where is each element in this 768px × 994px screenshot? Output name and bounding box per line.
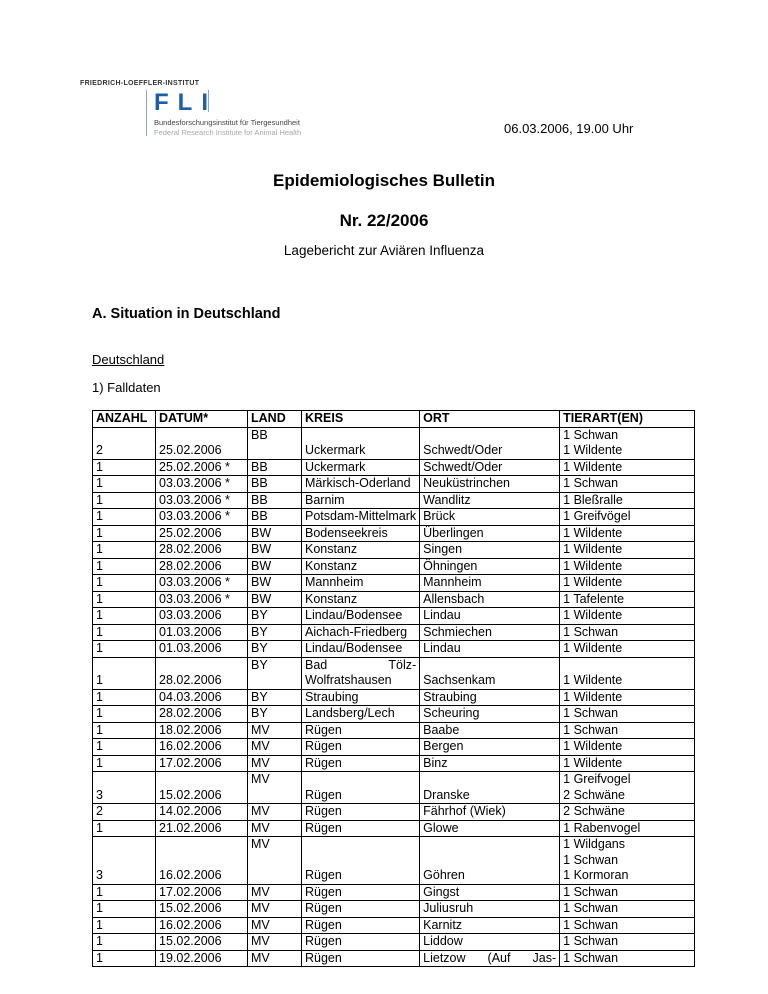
table-body	[93, 427, 695, 967]
cell-tierart: 1 Schwan	[560, 706, 695, 723]
cell-datum: 16.02.2006	[156, 917, 248, 934]
cell-tierart: 1 Wildgans 1 Schwan 1 Kormoran	[560, 837, 695, 885]
table-row	[93, 706, 695, 723]
cell-ort: Mannheim	[420, 575, 560, 592]
cell-kreis: Aichach-Friedberg	[302, 624, 420, 641]
cell-anzahl: 1	[93, 542, 156, 559]
cell-ort: Singen	[420, 542, 560, 559]
cell-kreis: Uckermark	[302, 427, 420, 459]
cell-kreis: Rügen	[302, 772, 420, 804]
cell-kreis: Konstanz	[302, 591, 420, 608]
cell-ort: Karnitz	[420, 917, 560, 934]
cell-ort: Bergen	[420, 739, 560, 756]
table-row	[93, 884, 695, 901]
cell-ort: Allensbach	[420, 591, 560, 608]
table-row	[93, 591, 695, 608]
cell-kreis: Konstanz	[302, 558, 420, 575]
cell-tierart: 1 Wildente	[560, 608, 695, 625]
header-ort: ORT	[420, 411, 560, 428]
cell-land: BB	[248, 509, 302, 526]
cell-land: MV	[248, 837, 302, 885]
cell-tierart: 1 Greifvogel 2 Schwäne	[560, 772, 695, 804]
cell-kreis: Rügen	[302, 804, 420, 821]
table-row	[93, 459, 695, 476]
cell-land: MV	[248, 755, 302, 772]
logo-institute-name: FRIEDRICH-LOEFFLER-INSTITUT	[80, 80, 200, 87]
cell-datum: 14.02.2006	[156, 804, 248, 821]
cell-datum: 01.03.2006	[156, 624, 248, 641]
cell-tierart: 1 Tafelente	[560, 591, 695, 608]
cell-land: BB	[248, 459, 302, 476]
cell-kreis: Rügen	[302, 739, 420, 756]
cell-land: BY	[248, 624, 302, 641]
cell-land: MV	[248, 901, 302, 918]
table-row	[93, 509, 695, 526]
cell-anzahl: 1	[93, 624, 156, 641]
cell-ort: Öhningen	[420, 558, 560, 575]
table-row	[93, 722, 695, 739]
cell-kreis: Mannheim	[302, 575, 420, 592]
cell-kreis: Lindau/Bodensee	[302, 608, 420, 625]
table-row	[93, 657, 695, 689]
table-row	[93, 558, 695, 575]
cell-datum: 21.02.2006	[156, 820, 248, 837]
cell-datum: 28.02.2006	[156, 558, 248, 575]
cell-ort: Fährhof (Wiek)	[420, 804, 560, 821]
cell-datum: 15.02.2006	[156, 772, 248, 804]
cell-datum: 04.03.2006	[156, 689, 248, 706]
cell-ort: Liddow	[420, 934, 560, 951]
cell-kreis: Lindau/Bodensee	[302, 641, 420, 658]
table-row	[93, 837, 695, 885]
cell-land: BW	[248, 575, 302, 592]
cell-kreis: Rügen	[302, 722, 420, 739]
table-row	[93, 917, 695, 934]
cell-datum: 03.03.2006 *	[156, 575, 248, 592]
cell-tierart: 1 Wildente	[560, 739, 695, 756]
cell-ort: Straubing	[420, 689, 560, 706]
logo-acronym: FLI	[154, 89, 217, 116]
cell-anzahl: 3	[93, 837, 156, 885]
case-data-table	[92, 410, 695, 967]
cell-land: BW	[248, 591, 302, 608]
cell-anzahl: 1	[93, 591, 156, 608]
cell-tierart: 1 Rabenvogel	[560, 820, 695, 837]
cell-tierart: 2 Schwäne	[560, 804, 695, 821]
cell-kreis: Rügen	[302, 884, 420, 901]
cell-land: MV	[248, 934, 302, 951]
cell-tierart: 1 Wildente	[560, 459, 695, 476]
cell-anzahl: 3	[93, 772, 156, 804]
bulletin-number: Nr. 22/2006	[339, 211, 429, 230]
table-row	[93, 575, 695, 592]
cell-land: BB	[248, 476, 302, 493]
cell-datum: 25.02.2006	[156, 427, 248, 459]
cell-anzahl: 1	[93, 739, 156, 756]
cell-ort: Scheuring	[420, 706, 560, 723]
cell-ort: Lindau	[420, 608, 560, 625]
cell-kreis: Rügen	[302, 837, 420, 885]
cell-datum: 25.02.2006 *	[156, 459, 248, 476]
cell-tierart: 1 Schwan	[560, 722, 695, 739]
cell-anzahl: 1	[93, 657, 156, 689]
cell-anzahl: 1	[93, 884, 156, 901]
cell-tierart: 1 Schwan	[560, 934, 695, 951]
table-row	[93, 950, 695, 967]
header-anzahl: ANZAHL	[93, 411, 156, 428]
cell-anzahl: 1	[93, 558, 156, 575]
fli-logo	[80, 78, 340, 138]
cell-datum: 17.02.2006	[156, 884, 248, 901]
cell-kreis: Märkisch-Oderland	[302, 476, 420, 493]
cell-ort: Sachsenkam	[420, 657, 560, 689]
report-date: 06.03.2006, 19.00 Uhr	[504, 121, 634, 136]
cell-kreis: Rügen	[302, 901, 420, 918]
cell-anzahl: 1	[93, 575, 156, 592]
cell-anzahl: 1	[93, 492, 156, 509]
cell-anzahl: 1	[93, 509, 156, 526]
cell-ort: Lindau	[420, 641, 560, 658]
cell-kreis: Straubing	[302, 689, 420, 706]
table-row	[93, 608, 695, 625]
cell-ort: Schwedt/Oder	[420, 427, 560, 459]
cell-kreis: Rügen	[302, 917, 420, 934]
table-row	[93, 476, 695, 493]
cell-tierart: 1 Wildente	[560, 657, 695, 689]
cell-anzahl: 1	[93, 820, 156, 837]
table-row	[93, 641, 695, 658]
cell-land: BY	[248, 689, 302, 706]
cell-ort: Juliusruh	[420, 901, 560, 918]
document-title: Epidemiologisches Bulletin	[273, 171, 495, 190]
cell-ort: Brück	[420, 509, 560, 526]
header-tierart: TIERART(EN)	[560, 411, 695, 428]
cell-kreis: Uckermark	[302, 459, 420, 476]
cell-datum: 28.02.2006	[156, 542, 248, 559]
cell-anzahl: 1	[93, 722, 156, 739]
cell-anzahl: 1	[93, 755, 156, 772]
table-row	[93, 624, 695, 641]
cell-anzahl: 1	[93, 459, 156, 476]
cell-tierart: 1 Schwan	[560, 476, 695, 493]
cell-land: BW	[248, 542, 302, 559]
table-row	[93, 934, 695, 951]
cell-tierart: 1 Wildente	[560, 755, 695, 772]
cell-datum: 15.02.2006	[156, 901, 248, 918]
cell-ort: Binz	[420, 755, 560, 772]
table-row	[93, 542, 695, 559]
cell-ort: Gingst	[420, 884, 560, 901]
cell-tierart: 1 Schwan 1 Wildente	[560, 427, 695, 459]
header-land: LAND	[248, 411, 302, 428]
cell-ort: Glowe	[420, 820, 560, 837]
cell-land: BY	[248, 641, 302, 658]
cell-kreis: Bad Tölz- Wolfratshausen	[302, 657, 420, 689]
table-row	[93, 804, 695, 821]
cell-kreis: Barnim	[302, 492, 420, 509]
header-kreis: KREIS	[302, 411, 420, 428]
cell-datum: 03.03.2006 *	[156, 509, 248, 526]
cell-land: MV	[248, 804, 302, 821]
cell-anzahl: 1	[93, 901, 156, 918]
list-heading: 1) Falldaten	[92, 380, 161, 395]
cell-datum: 03.03.2006 *	[156, 591, 248, 608]
table-row	[93, 901, 695, 918]
cell-datum: 28.02.2006	[156, 706, 248, 723]
cell-anzahl: 1	[93, 525, 156, 542]
cell-ort: Wandlitz	[420, 492, 560, 509]
cell-datum: 16.02.2006	[156, 739, 248, 756]
cell-land: MV	[248, 884, 302, 901]
cell-tierart: 1 Schwan	[560, 884, 695, 901]
logo-name-en: Federal Research Institute for Animal Health	[154, 128, 302, 137]
cell-datum: 19.02.2006	[156, 950, 248, 967]
table-row	[93, 739, 695, 756]
table-row	[93, 755, 695, 772]
document-subtitle: Lagebericht zur Aviären Influenza	[283, 243, 485, 258]
cell-kreis: Rügen	[302, 950, 420, 967]
table-row	[93, 525, 695, 542]
cell-ort: Baabe	[420, 722, 560, 739]
header-datum: DATUM*	[156, 411, 248, 428]
cell-kreis: Potsdam-Mittelmark	[302, 509, 420, 526]
cell-tierart: 1 Wildente	[560, 575, 695, 592]
cell-land: BW	[248, 525, 302, 542]
cell-land: BB	[248, 427, 302, 459]
cell-land: MV	[248, 820, 302, 837]
cell-datum: 03.03.2006	[156, 608, 248, 625]
cell-anzahl: 1	[93, 641, 156, 658]
cell-tierart: 1 Schwan	[560, 950, 695, 967]
logo-name-de: Bundesforschungsinstitut für Tiergesundheit	[154, 118, 300, 127]
cell-anzahl: 1	[93, 950, 156, 967]
cell-anzahl: 1	[93, 917, 156, 934]
table-row	[93, 689, 695, 706]
cell-anzahl: 2	[93, 804, 156, 821]
cell-kreis: Konstanz	[302, 542, 420, 559]
cell-anzahl: 1	[93, 476, 156, 493]
cell-ort: Schmiechen	[420, 624, 560, 641]
cell-land: MV	[248, 722, 302, 739]
cell-anzahl: 1	[93, 934, 156, 951]
cell-tierart: 1 Wildente	[560, 542, 695, 559]
table-row	[93, 492, 695, 509]
cell-land: BY	[248, 657, 302, 689]
cell-datum: 16.02.2006	[156, 837, 248, 885]
cell-land: MV	[248, 739, 302, 756]
cell-kreis: Rügen	[302, 820, 420, 837]
cell-anzahl: 2	[93, 427, 156, 459]
cell-datum: 28.02.2006	[156, 657, 248, 689]
section-heading: A. Situation in Deutschland	[92, 306, 281, 322]
cell-datum: 17.02.2006	[156, 755, 248, 772]
cell-ort: Neuküstrinchen	[420, 476, 560, 493]
cell-land: MV	[248, 917, 302, 934]
cell-datum: 18.02.2006	[156, 722, 248, 739]
cell-kreis: Bodenseekreis	[302, 525, 420, 542]
cell-tierart: 1 Schwan	[560, 917, 695, 934]
cell-datum: 15.02.2006	[156, 934, 248, 951]
cell-tierart: 1 Wildente	[560, 558, 695, 575]
cell-land: BB	[248, 492, 302, 509]
cell-ort: Lietzow (Auf Jas-	[420, 950, 560, 967]
cell-datum: 01.03.2006	[156, 641, 248, 658]
cell-tierart: 1 Wildente	[560, 641, 695, 658]
cell-tierart: 1 Greifvögel	[560, 509, 695, 526]
logo-divider	[146, 90, 147, 136]
cell-tierart: 1 Schwan	[560, 901, 695, 918]
cell-datum: 25.02.2006	[156, 525, 248, 542]
cell-ort: Dranske	[420, 772, 560, 804]
cell-ort: Schwedt/Oder	[420, 459, 560, 476]
cell-anzahl: 1	[93, 706, 156, 723]
cell-ort: Überlingen	[420, 525, 560, 542]
cell-ort: Göhren	[420, 837, 560, 885]
cell-anzahl: 1	[93, 689, 156, 706]
cell-kreis: Rügen	[302, 755, 420, 772]
cell-kreis: Rügen	[302, 934, 420, 951]
cell-land: MV	[248, 772, 302, 804]
cell-land: MV	[248, 950, 302, 967]
cell-kreis: Landsberg/Lech	[302, 706, 420, 723]
cell-tierart: 1 Schwan	[560, 624, 695, 641]
section-subheading: Deutschland	[92, 352, 165, 367]
cell-datum: 03.03.2006 *	[156, 492, 248, 509]
cell-land: BY	[248, 706, 302, 723]
table-row	[93, 820, 695, 837]
cell-tierart: 1 Wildente	[560, 689, 695, 706]
cell-datum: 03.03.2006 *	[156, 476, 248, 493]
table-row	[93, 772, 695, 804]
cell-land: BY	[248, 608, 302, 625]
cell-anzahl: 1	[93, 608, 156, 625]
table-row	[93, 427, 695, 459]
cell-land: BW	[248, 558, 302, 575]
cell-tierart: 1 Wildente	[560, 525, 695, 542]
cell-tierart: 1 Bleßralle	[560, 492, 695, 509]
table-header-row	[93, 411, 695, 428]
